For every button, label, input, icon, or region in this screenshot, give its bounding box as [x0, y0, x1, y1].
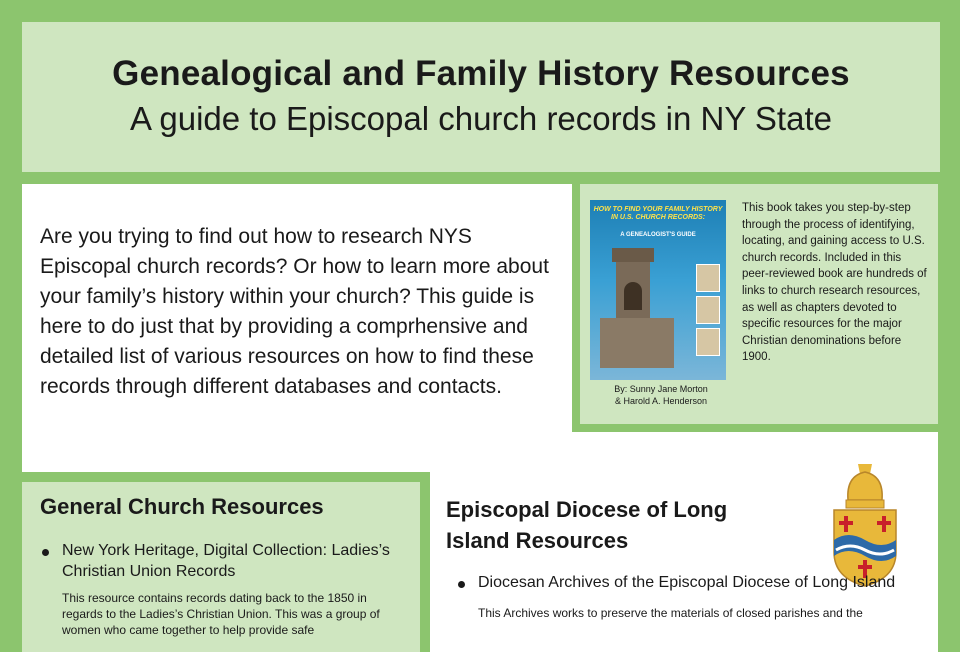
intro-text: Are you trying to find out how to research NYS Episcopal church records? Or how to learn more about your family’s history within your church? This guide is here to do just that by providing a comprhensive and detailed list of various resources on how to find these records through different databases and contacts.: [40, 225, 549, 398]
header-banner: [22, 22, 940, 172]
diocese-resources-panel: [430, 432, 938, 652]
book-cover-title: HOW TO FIND YOUR FAMILY HISTORY IN U.S. CHURCH RECORDS:: [593, 206, 723, 221]
book-credit: [588, 383, 734, 407]
page-title: Genealogical and Family History Resources: [112, 54, 850, 93]
list-item: [40, 540, 404, 638]
cover-thumbnail: [696, 296, 720, 324]
cover-thumbnail: [696, 328, 720, 356]
book-author-line: & Harold A. Henderson: [614, 396, 708, 406]
diocese-resources-heading: Episcopal Diocese of Long Island Resources: [446, 497, 728, 553]
general-resources-heading: General Church Resources: [40, 494, 324, 519]
book-cover-subtitle: A GENEALOGIST'S GUIDE: [620, 232, 696, 238]
cover-thumbnail: [696, 264, 720, 292]
list-item: [456, 572, 918, 621]
bullet-icon: [458, 581, 465, 588]
book-panel: [580, 184, 938, 424]
book-description: This book takes you step-by-step through the process of identifying, locating, and gaining access to U.S. church records. Included in this peer-reviewed book are hundreds of links to church research resources, as well as chapters devoted to specific resources for the major Christian denominations before 1900.: [742, 202, 927, 364]
book-author-line: By: Sunny Jane Morton: [614, 384, 708, 394]
book-cover-image: [590, 200, 726, 380]
page-subtitle: A guide to Episcopal church records in NY State: [130, 100, 832, 137]
resource-description: This Archives works to preserve the materials of closed parishes and the: [478, 606, 863, 620]
resource-description: This resource contains records dating back to the 1850 in regards to the Ladies’s Christian Union. This was a group of women who came together to help provide safe: [62, 591, 380, 637]
resource-link[interactable]: New York Heritage, Digital Collection: Ladies’s Christian Union Records: [62, 542, 390, 580]
diocese-shield-icon: [828, 460, 902, 588]
bullet-icon: [42, 549, 49, 556]
church-illustration: [600, 248, 674, 368]
resource-link[interactable]: Diocesan Archives of the Episcopal Diocese of Long Island: [478, 574, 896, 591]
general-resources-panel: [22, 482, 420, 652]
intro-panel: [22, 184, 572, 472]
